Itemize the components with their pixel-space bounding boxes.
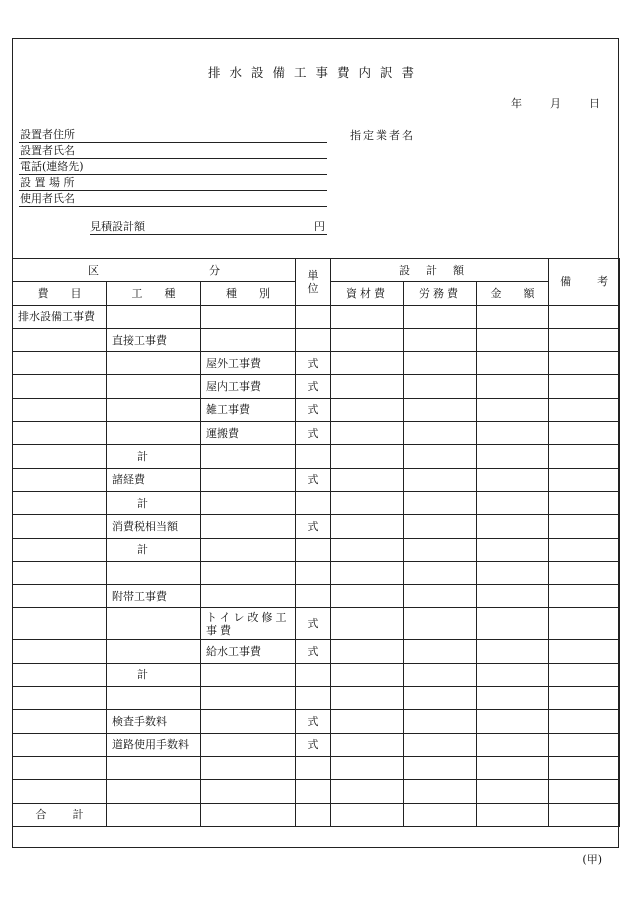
unit-cell: 式 [296, 608, 331, 640]
unit-cell [296, 305, 331, 328]
labor-cell[interactable] [404, 305, 477, 328]
amount-cell[interactable] [477, 710, 549, 733]
unit-cell: 式 [296, 515, 331, 538]
unit-cell: 式 [296, 375, 331, 398]
expense-item-cell [13, 375, 107, 398]
date-line [511, 95, 600, 111]
amount-cell[interactable] [477, 780, 549, 803]
labor-cell[interactable] [404, 608, 477, 640]
expense-item-cell [13, 663, 107, 686]
materials-cell[interactable] [331, 515, 404, 538]
header-expense-item: 費 目 [13, 282, 107, 305]
cell[interactable] [404, 803, 477, 826]
labor-cell[interactable] [404, 491, 477, 514]
labor-cell[interactable] [404, 398, 477, 421]
document-title: 排水設備工事費内訳書 [207, 65, 423, 80]
materials-cell[interactable] [331, 328, 404, 351]
category-cell [201, 328, 296, 351]
materials-cell[interactable] [331, 352, 404, 375]
materials-cell[interactable] [331, 398, 404, 421]
labor-cell[interactable] [404, 780, 477, 803]
work-type-cell [107, 375, 201, 398]
estimate-sheet [12, 38, 619, 848]
work-type-cell [107, 608, 201, 640]
unit-cell [296, 538, 331, 561]
amount-cell[interactable] [477, 305, 549, 328]
amount-cell[interactable] [477, 491, 549, 514]
category-cell [201, 468, 296, 491]
remarks-cell[interactable] [549, 328, 620, 351]
work-type-cell: 直接工事費 [107, 328, 201, 351]
header-labor: 労務費 [404, 282, 477, 305]
remarks-cell[interactable] [549, 352, 620, 375]
work-type-cell: 計 [107, 445, 201, 468]
table-row [13, 468, 620, 491]
estimate-amount-field[interactable] [90, 219, 327, 235]
breakdown-table [12, 258, 620, 827]
header-unit: 単 位 [296, 259, 331, 306]
cell[interactable] [296, 803, 331, 826]
labor-cell[interactable] [404, 663, 477, 686]
materials-cell[interactable] [331, 561, 404, 584]
work-type-cell: 検査手数料 [107, 710, 201, 733]
amount-cell[interactable] [477, 663, 549, 686]
work-type-cell: 計 [107, 491, 201, 514]
amount-cell[interactable] [477, 375, 549, 398]
materials-cell[interactable] [331, 663, 404, 686]
labor-cell[interactable] [404, 756, 477, 779]
expense-item-cell [13, 515, 107, 538]
amount-cell[interactable] [477, 585, 549, 608]
expense-item-cell [13, 422, 107, 445]
work-type-cell [107, 305, 201, 328]
expense-item-cell [13, 585, 107, 608]
remarks-cell[interactable] [549, 491, 620, 514]
expense-item-cell [13, 710, 107, 733]
field-owner-address[interactable]: 設置者住所 [19, 127, 327, 143]
unit-cell: 式 [296, 352, 331, 375]
materials-cell[interactable] [331, 640, 404, 663]
category-cell [201, 561, 296, 584]
materials-cell[interactable] [331, 538, 404, 561]
labor-cell[interactable] [404, 561, 477, 584]
materials-cell[interactable] [331, 305, 404, 328]
category-cell [201, 445, 296, 468]
table-row [13, 663, 620, 686]
unit-cell: 式 [296, 398, 331, 421]
remarks-cell[interactable] [549, 756, 620, 779]
materials-cell[interactable] [331, 687, 404, 710]
table-row [13, 305, 620, 328]
category-cell [201, 733, 296, 756]
amount-cell[interactable] [477, 352, 549, 375]
labor-cell[interactable] [404, 710, 477, 733]
materials-cell[interactable] [331, 756, 404, 779]
labor-cell[interactable] [404, 515, 477, 538]
work-type-cell: 計 [107, 663, 201, 686]
remarks-cell[interactable] [549, 663, 620, 686]
amount-cell[interactable] [477, 608, 549, 640]
expense-item-cell [13, 640, 107, 663]
work-type-cell: 消費税相当額 [107, 515, 201, 538]
cell[interactable] [331, 803, 404, 826]
designated-vendor-label: 指定業者名 [350, 129, 415, 142]
footer-mark: (甲) [582, 853, 602, 866]
table-row [13, 561, 620, 584]
expense-item-cell [13, 780, 107, 803]
table-row [13, 375, 620, 398]
category-cell: 運搬費 [201, 422, 296, 445]
remarks-cell[interactable] [549, 515, 620, 538]
materials-cell[interactable] [331, 710, 404, 733]
unit-cell: 式 [296, 422, 331, 445]
amount-cell[interactable] [477, 687, 549, 710]
cell[interactable] [107, 803, 201, 826]
expense-item-cell [13, 608, 107, 640]
total-label: 合 計 [13, 803, 107, 826]
table-row [13, 710, 620, 733]
header-remarks: 備 考 [549, 259, 620, 306]
materials-cell[interactable] [331, 608, 404, 640]
amount-cell[interactable] [477, 328, 549, 351]
table-row [13, 515, 620, 538]
remarks-cell[interactable] [549, 538, 620, 561]
category-cell [201, 515, 296, 538]
unit-cell [296, 780, 331, 803]
labor-cell[interactable] [404, 375, 477, 398]
expense-item-cell [13, 687, 107, 710]
work-type-cell: 計 [107, 538, 201, 561]
table-row [13, 608, 620, 640]
amount-cell[interactable] [477, 561, 549, 584]
expense-item-cell [13, 352, 107, 375]
expense-item-cell [13, 468, 107, 491]
remarks-cell[interactable] [549, 733, 620, 756]
estimate-label: 見積設計額 [90, 220, 145, 233]
date-year-label: 年 [511, 97, 522, 110]
amount-cell[interactable] [477, 640, 549, 663]
field-owner-name[interactable]: 設置者氏名 [19, 143, 327, 159]
field-user-name[interactable]: 使用者氏名 [19, 191, 327, 207]
remarks-cell[interactable] [549, 687, 620, 710]
category-cell [201, 710, 296, 733]
table-row [13, 538, 620, 561]
category-cell [201, 663, 296, 686]
work-type-cell: 道路使用手数料 [107, 733, 201, 756]
unit-cell: 式 [296, 468, 331, 491]
date-day-label: 日 [589, 97, 600, 110]
work-type-cell: 諸経費 [107, 468, 201, 491]
labor-cell[interactable] [404, 328, 477, 351]
category-cell: 給水工事費 [201, 640, 296, 663]
remarks-cell[interactable] [549, 375, 620, 398]
amount-cell[interactable] [477, 538, 549, 561]
remarks-cell[interactable] [549, 710, 620, 733]
table-row [13, 445, 620, 468]
remarks-cell[interactable] [549, 468, 620, 491]
materials-cell[interactable] [331, 585, 404, 608]
expense-item-cell [13, 756, 107, 779]
table-row [13, 398, 620, 421]
labor-cell[interactable] [404, 445, 477, 468]
labor-cell[interactable] [404, 352, 477, 375]
category-cell: 雑工事費 [201, 398, 296, 421]
header-kubun: 区 分 [13, 259, 296, 282]
unit-cell [296, 585, 331, 608]
amount-cell[interactable] [477, 515, 549, 538]
work-type-cell [107, 422, 201, 445]
table-row [13, 491, 620, 514]
expense-item-cell [13, 328, 107, 351]
table-row [13, 780, 620, 803]
category-cell: 屋内工事費 [201, 375, 296, 398]
table-row [13, 687, 620, 710]
work-type-cell [107, 687, 201, 710]
cell[interactable] [477, 803, 549, 826]
unit-cell: 式 [296, 640, 331, 663]
amount-cell[interactable] [477, 422, 549, 445]
labor-cell[interactable] [404, 468, 477, 491]
remarks-cell[interactable] [549, 608, 620, 640]
unit-cell [296, 756, 331, 779]
field-install-location[interactable]: 設 置 場 所 [19, 175, 327, 191]
work-type-cell: 附帯工事費 [107, 585, 201, 608]
remarks-cell[interactable] [549, 305, 620, 328]
table-row [13, 640, 620, 663]
header-work-type: 工 種 [107, 282, 201, 305]
expense-item-cell [13, 491, 107, 514]
category-cell [201, 491, 296, 514]
labor-cell[interactable] [404, 640, 477, 663]
amount-cell[interactable] [477, 468, 549, 491]
remarks-cell[interactable] [549, 398, 620, 421]
expense-item-cell [13, 561, 107, 584]
labor-cell[interactable] [404, 687, 477, 710]
header-amount: 金 額 [477, 282, 549, 305]
table-row [13, 352, 620, 375]
table-row [13, 422, 620, 445]
amount-cell[interactable] [477, 756, 549, 779]
category-cell [201, 780, 296, 803]
remarks-cell[interactable] [549, 422, 620, 445]
table-row [13, 733, 620, 756]
category-cell [201, 756, 296, 779]
header-design-amount: 設計額 [331, 259, 549, 282]
category-cell: 屋外工事費 [201, 352, 296, 375]
field-phone[interactable]: 電話(連絡先) [19, 159, 327, 175]
remarks-cell[interactable] [549, 780, 620, 803]
expense-item-cell [13, 733, 107, 756]
unit-cell: 式 [296, 710, 331, 733]
remarks-cell[interactable] [549, 640, 620, 663]
table-row [13, 585, 620, 608]
materials-cell[interactable] [331, 445, 404, 468]
work-type-cell [107, 561, 201, 584]
unit-cell [296, 663, 331, 686]
unit-cell [296, 491, 331, 514]
materials-cell[interactable] [331, 491, 404, 514]
cell[interactable] [201, 803, 296, 826]
materials-cell[interactable] [331, 780, 404, 803]
amount-cell[interactable] [477, 398, 549, 421]
work-type-cell [107, 640, 201, 663]
header-materials: 資材費 [331, 282, 404, 305]
owner-fields [19, 127, 327, 207]
unit-cell [296, 561, 331, 584]
materials-cell[interactable] [331, 468, 404, 491]
unit-cell [296, 687, 331, 710]
unit-cell [296, 445, 331, 468]
category-cell [201, 305, 296, 328]
remarks-cell[interactable] [549, 585, 620, 608]
expense-item-cell [13, 445, 107, 468]
remarks-cell[interactable] [549, 445, 620, 468]
category-cell: トイレ改修工事費 [201, 608, 296, 640]
category-cell [201, 585, 296, 608]
table-row [13, 756, 620, 779]
table-row [13, 328, 620, 351]
work-type-cell [107, 756, 201, 779]
labor-cell[interactable] [404, 422, 477, 445]
date-month-label: 月 [550, 97, 561, 110]
category-cell [201, 687, 296, 710]
remarks-cell[interactable] [549, 561, 620, 584]
materials-cell[interactable] [331, 422, 404, 445]
expense-item-cell [13, 398, 107, 421]
labor-cell[interactable] [404, 585, 477, 608]
work-type-cell [107, 398, 201, 421]
category-cell [201, 538, 296, 561]
header-category: 種 別 [201, 282, 296, 305]
unit-cell: 式 [296, 733, 331, 756]
materials-cell[interactable] [331, 375, 404, 398]
expense-item-cell [13, 538, 107, 561]
amount-cell[interactable] [477, 733, 549, 756]
cell[interactable] [549, 803, 620, 826]
yen-unit: 円 [314, 220, 325, 233]
labor-cell[interactable] [404, 733, 477, 756]
work-type-cell [107, 780, 201, 803]
expense-item-cell: 排水設備工事費 [13, 305, 107, 328]
unit-cell [296, 328, 331, 351]
labor-cell[interactable] [404, 538, 477, 561]
amount-cell[interactable] [477, 445, 549, 468]
materials-cell[interactable] [331, 733, 404, 756]
work-type-cell [107, 352, 201, 375]
